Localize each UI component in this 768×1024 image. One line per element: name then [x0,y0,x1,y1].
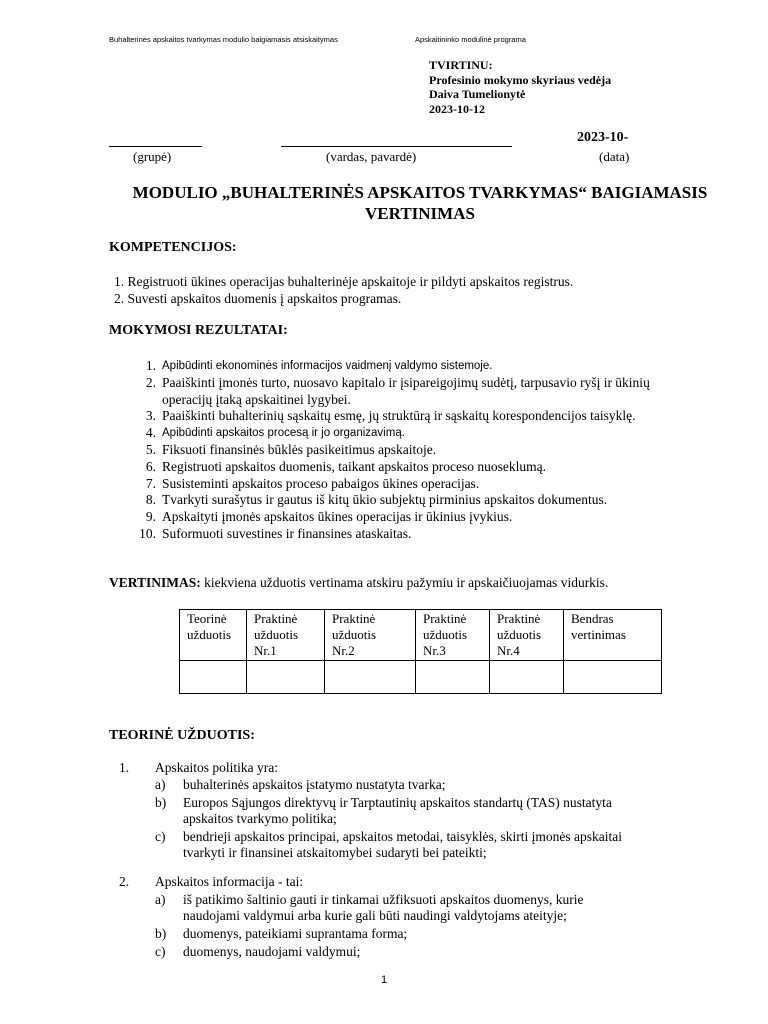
result-text: Suformuoti suvestines ir finansines ataskaitas. [162,525,412,541]
result-text [162,375,650,409]
result-number: 9. [145,509,156,525]
result-number: 1. [145,358,156,373]
header-line: Nr.1 [254,643,277,658]
option-text: buhalterinės apskaitos įstatymo nustatyta tvarka; [183,777,446,792]
answer-option[interactable] [155,777,745,793]
grade-cell-theory[interactable] [180,661,247,694]
header-line: Praktinė [332,611,376,626]
running-header-left: Buhalterinės apskaitos tvarkymas modulio baigiamasis atsiskaitymas [109,35,338,44]
evaluation-label: VERTINIMAS: [109,575,201,590]
option-text-line: bendrieji apskaitos principai, apskaitos metodai, taisyklės, skirti įmonės apskaitai [183,829,623,844]
result-item [130,375,730,409]
option-letter: b) [155,795,167,810]
option-text [183,795,612,827]
result-text: Fiksuoti finansinės būklės pasikeitimus apskaitoje. [162,441,437,457]
title-line-1: MODULIO „BUHALTERINĖS APSKAITOS TVARKYMAS“ BAIGIAMASIS [132,183,708,202]
title-line-2: VERTINIMAS [365,204,475,223]
result-text: Susisteminti apskaitos proceso pabaigos ūkines operacijas. [162,475,480,491]
grades-header-cell [247,610,325,661]
question-number: 1. [119,760,130,775]
option-letter: c) [155,829,166,844]
grade-cell-practical-1[interactable] [247,661,325,694]
date-label: (data) [599,149,630,164]
approval-line-1: TVIRTINU: [429,58,493,72]
header-line: užduotis [254,627,299,642]
competency-item: 2. Suvesti apskaitos duomenis į apskaitos programas. [114,291,402,306]
result-text: Paaiškinti buhalterinių sąskaitų esmę, jų struktūrą ir sąskaitų korespondencijos taisyklę. [162,408,636,424]
header-line: Praktinė [497,611,541,626]
header-line: užduotis [332,627,377,642]
question-2-options [155,892,745,960]
question-text: Apskaitos informacija - tai: [155,874,304,889]
header-line: Nr.3 [423,643,446,658]
grade-cell-overall[interactable] [564,661,662,694]
answer-option[interactable] [155,944,745,960]
page-number: 1 [380,974,388,986]
result-number: 5. [145,441,156,457]
question-2 [119,874,303,890]
result-number: 8. [145,492,156,508]
evaluation-statement [109,575,608,591]
question-1-options [155,777,745,861]
result-text: Apibūdinti apskaitos procesą ir jo organizavimą. [162,427,405,440]
competencies-heading: KOMPETENCIJOS: [109,240,237,255]
group-field-line[interactable] [109,146,202,147]
result-text-line: Paaiškinti įmonės turto, nuosavo kapitalo ir įsipareigojimų sudėtį, tarpusavio ryšį ir ūkinių [162,374,650,390]
result-item [130,442,730,459]
grades-header-cell [564,610,662,661]
option-text-line: naudojami valdymui arba kurie gali būti naudingi valdytojams ateityje; [183,908,567,923]
option-letter: a) [155,777,166,792]
date-value: 2023-10- [577,130,629,145]
approval-line-2: Profesinio mokymo skyriaus vedėja [429,72,612,87]
result-text: Registruoti apskaitos duomenis, taikant apskaitos proceso nuoseklumą. [162,458,546,474]
result-item [130,408,730,425]
grades-entry-row [180,661,662,694]
header-line: užduotis [423,627,468,642]
result-number: 3. [145,408,156,424]
grades-header-cell [325,610,416,661]
result-number: 7. [145,475,156,491]
result-number: 10. [139,525,156,541]
grades-header-row [180,610,662,661]
grades-header-cell [490,610,564,661]
result-item [130,526,730,543]
question-1 [119,760,278,776]
option-text-line: iš patikimo šaltinio gauti ir tinkamai užfiksuoti apskaitos duomenys, kurie [183,892,584,907]
option-text-line: tvarkyti ir finansinei atskaitomybei sudaryti bei pateikti; [183,845,487,860]
grade-cell-practical-3[interactable] [416,661,490,694]
result-item [130,358,730,375]
header-line: Praktinė [423,611,467,626]
answer-option[interactable] [155,892,745,924]
document-title [100,182,740,224]
header-line: Nr.4 [497,643,520,658]
result-number: 4. [145,425,156,441]
header-line: užduotis [187,627,232,642]
answer-option[interactable] [155,795,745,827]
option-text: duomenys, naudojami valdymui; [183,944,361,959]
result-text: Tvarkyti surašytus ir gautus iš kitų ūkio subjektų pirminius apskaitos dokumentus. [162,492,608,508]
header-line: Nr.2 [332,643,355,658]
grades-header-cell [180,610,247,661]
answer-option[interactable] [155,829,745,861]
header-line: vertinimas [571,627,626,642]
grades-header-cell [416,610,490,661]
competency-item: 1. Registruoti ūkines operacijas buhalterinėje apskaitoje ir pildyti apskaitos registrus. [114,274,574,289]
group-label: (grupė) [133,149,172,164]
option-text [183,892,583,924]
running-header-right: Apskaitininko modulinė programa [415,35,526,44]
question-text: Apskaitos politika yra: [155,760,278,775]
results-list [130,358,730,543]
grade-cell-practical-2[interactable] [325,661,416,694]
name-label: (vardas, pavardė) [326,149,417,164]
option-text-line: apskaitos tvarkymo politika; [183,811,337,826]
option-text-line: Europos Sąjungos direktyvų ir Tarptautinių apskaitos standartų (TAS) nustatyta [183,795,612,810]
header-line: užduotis [497,627,542,642]
question-number: 2. [119,874,130,889]
result-item [130,425,730,442]
approval-block [429,58,611,116]
answer-option[interactable] [155,926,745,942]
result-item [130,492,730,509]
approval-line-4: 2023-10-12 [429,101,485,116]
header-line: Teorinė [187,611,227,626]
approval-line-3: Daiva Tumelionytė [429,87,526,101]
option-text [183,829,622,861]
option-letter: b) [155,926,167,941]
result-item [130,476,730,493]
competencies-list [114,273,573,307]
grade-cell-practical-4[interactable] [490,661,564,694]
results-heading: MOKYMOSI REZULTATAI: [109,323,288,338]
result-text: Apskaityti įmonės apskaitos ūkines operacijas ir ūkinius įvykius. [162,509,513,525]
result-number: 2. [145,374,156,390]
header-line: Praktinė [254,611,298,626]
option-letter: a) [155,892,166,907]
theory-heading: TEORINĖ UŽDUOTIS: [109,728,255,743]
result-item [130,459,730,476]
result-text-line: operacijų įtaką apskaitinei lygybei. [162,391,351,407]
evaluation-text: kiekviena užduotis vertinama atskiru pažymiu ir apskaičiuojamas vidurkis. [200,575,609,590]
result-number: 6. [145,458,156,474]
option-text: duomenys, pateikiami suprantama forma; [183,926,408,941]
result-text: Apibūdinti ekonominės informacijos vaidmenį valdymo sistemoje. [162,360,493,372]
grades-table [179,609,662,694]
name-field-line[interactable] [281,146,512,147]
option-letter: c) [155,944,166,959]
result-item [130,509,730,526]
header-line: Bendras [571,611,614,626]
